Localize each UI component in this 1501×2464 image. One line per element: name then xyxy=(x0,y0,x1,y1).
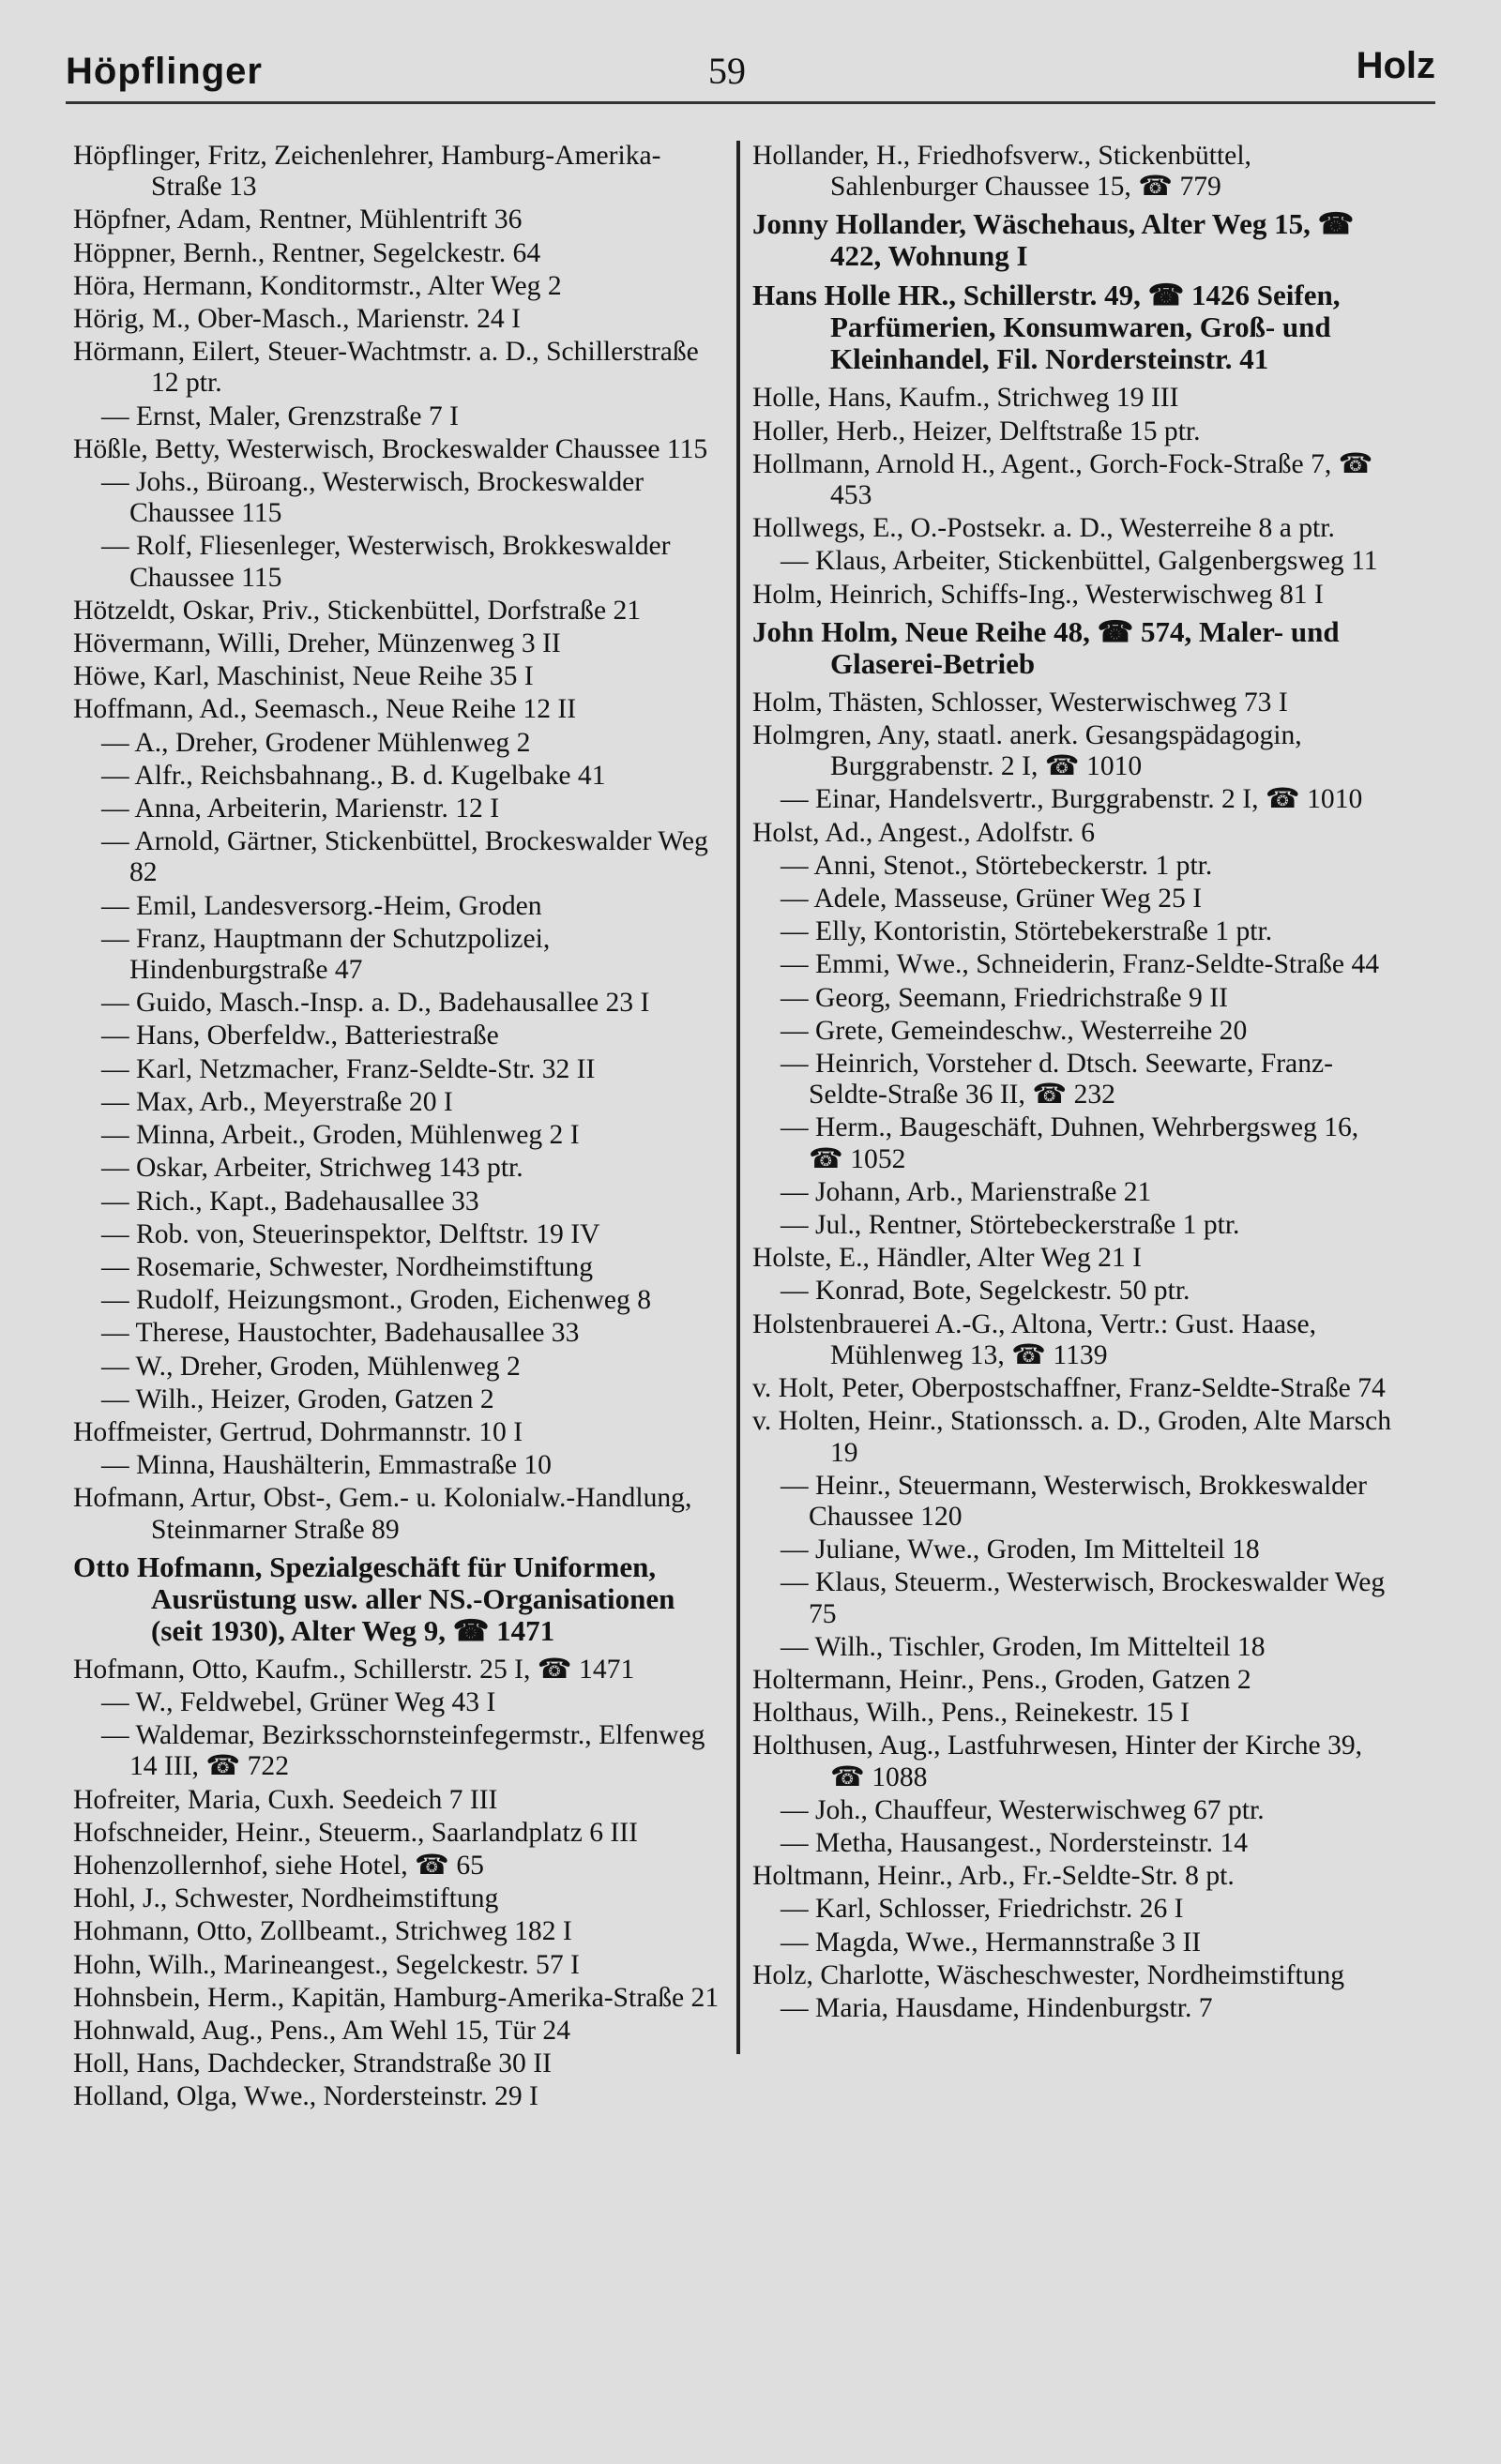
directory-entry: Holthaus, Wilh., Pens., Reinekestr. 15 I xyxy=(752,1698,1190,1729)
directory-entry: — Rich., Kapt., Badehausallee 33 xyxy=(73,1187,720,1217)
directory-entry: Hofmann, Otto, Kaufm., Schillerstr. 25 I, ☎ 1471 xyxy=(73,1654,635,1685)
directory-entry: Holstenbrauerei A.-G., Altona, Vertr.: Gust. Haase, Mühlenweg 13, ☎ 1139 xyxy=(752,1308,1317,1370)
directory-entry: Hoffmeister, Gertrud, Dohrmannstr. 10 I xyxy=(73,1416,523,1447)
directory-entry: Holm, Heinrich, Schiffs-Ing., Westerwischweg 81 I xyxy=(752,579,1324,610)
right-column xyxy=(752,141,1400,2026)
directory-entry: — Johs., Büroang., Westerwisch, Brockeswalder Chaussee 115 xyxy=(73,467,720,529)
directory-entry: Holm, Thästen, Schlosser, Westerwischweg 73 I xyxy=(752,687,1288,718)
directory-entry: — Waldemar, Bezirksschornsteinfegermstr., Elfenweg 14 III, ☎ 722 xyxy=(73,1720,720,1782)
page-header xyxy=(66,36,1435,104)
directory-entry: — Oskar, Arbeiter, Strichweg 143 ptr. xyxy=(73,1153,720,1184)
directory-entry: Holtmann, Heinr., Arb., Fr.-Seldte-Str. 8 pt. xyxy=(752,1861,1235,1892)
directory-entry: — Karl, Netzmacher, Franz-Seldte-Str. 32 II xyxy=(73,1054,720,1085)
directory-entry: — Johann, Arb., Marienstraße 21 xyxy=(752,1177,1400,1208)
directory-entry: — Herm., Baugeschäft, Duhnen, Wehrbergsweg 16, ☎ 1052 xyxy=(752,1112,1400,1174)
directory-entry: — Rosemarie, Schwester, Nordheimstiftung xyxy=(73,1252,720,1283)
directory-entry: Holz, Charlotte, Wäscheschwester, Nordheimstiftung xyxy=(752,1959,1345,1990)
directory-entry: — Einar, Handelsvertr., Burggrabenstr. 2 I, ☎ 1010 xyxy=(752,784,1400,815)
directory-entry: — Klaus, Arbeiter, Stickenbüttel, Galgenbergsweg 11 xyxy=(752,546,1400,577)
directory-entry: v. Holten, Heinr., Stationssch. a. D., Groden, Alte Marsch 19 xyxy=(752,1406,1392,1468)
directory-entry: v. Holt, Peter, Oberpostschaffner, Franz-Seldte-Straße 74 xyxy=(752,1373,1386,1404)
directory-entry: Hohenzollernhof, siehe Hotel, ☎ 65 xyxy=(73,1850,484,1881)
directory-entry: — W., Feldwebel, Grüner Weg 43 I xyxy=(73,1687,720,1718)
directory-entry: — Minna, Arbeit., Groden, Mühlenweg 2 I xyxy=(73,1120,720,1151)
directory-entry: — Juliane, Wwe., Groden, Im Mittelteil 18 xyxy=(752,1534,1400,1565)
directory-entry: Holtermann, Heinr., Pens., Groden, Gatzen 2 xyxy=(752,1664,1251,1695)
directory-entry: Holler, Herb., Heizer, Delftstraße 15 ptr. xyxy=(752,416,1201,446)
directory-entry: Hoffmann, Ad., Seemasch., Neue Reihe 12 II xyxy=(73,694,577,725)
directory-entry: Hohn, Wilh., Marineangest., Segelckestr. 57 I xyxy=(73,1949,580,1980)
directory-entry: — Ernst, Maler, Grenzstraße 7 I xyxy=(73,401,720,432)
directory-entry: Hörmann, Eilert, Steuer-Wachtmstr. a. D., Schillerstraße 12 ptr. xyxy=(73,337,699,399)
directory-entry: Hofmann, Artur, Obst-, Gem.- u. Kolonialw.-Handlung, Steinmarner Straße 89 xyxy=(73,1483,692,1545)
header-first-entry: Höpflinger xyxy=(66,51,263,92)
directory-advertisement: Jonny Hollander, Wäschehaus, Alter Weg 15, ☎ 422, Wohnung I xyxy=(752,207,1355,273)
directory-entry: Hövermann, Willi, Dreher, Münzenweg 3 II xyxy=(73,628,561,659)
left-column xyxy=(73,141,720,2115)
directory-entry: Hohnwald, Aug., Pens., Am Wehl 15, Tür 24 xyxy=(73,2015,571,2046)
directory-advertisement: Hans Holle HR., Schillerstr. 49, ☎ 1426 Seifen, Parfümerien, Konsumwaren, Groß- und Kleinhandel, Fil. Nordersteinstr. 41 xyxy=(752,279,1341,376)
directory-entry: — Emmi, Wwe., Schneiderin, Franz-Seldte-Straße 44 xyxy=(752,949,1400,980)
directory-entry: — Karl, Schlosser, Friedrichstr. 26 I xyxy=(752,1894,1400,1925)
directory-entry: — W., Dreher, Groden, Mühlenweg 2 xyxy=(73,1352,720,1383)
directory-entry: — Heinr., Steuermann, Westerwisch, Brokkeswalder Chaussee 120 xyxy=(752,1471,1400,1533)
directory-entry: Holland, Olga, Wwe., Nordersteinstr. 29 I xyxy=(73,2081,538,2112)
directory-entry: Hofreiter, Maria, Cuxh. Seedeich 7 III xyxy=(73,1784,498,1815)
directory-entry: — Minna, Haushälterin, Emmastraße 10 xyxy=(73,1450,720,1481)
directory-entry: — Klaus, Steuerm., Westerwisch, Brockeswalder Weg 75 xyxy=(752,1567,1400,1629)
column-divider xyxy=(736,141,740,2054)
directory-entry: Holl, Hans, Dachdecker, Strandstraße 30 II xyxy=(73,2048,552,2079)
directory-entry: Hohmann, Otto, Zollbeamt., Strichweg 182 I xyxy=(73,1916,572,1947)
directory-entry: Holste, E., Händler, Alter Weg 21 I xyxy=(752,1243,1143,1274)
directory-advertisement: Otto Hofmann, Spezialgeschäft für Uniformen, Ausrüstung usw. aller NS.-Organisationen (seit 1930), Alter Weg 9, ☎ 1471 xyxy=(73,1549,675,1647)
directory-entry: Höpfner, Adam, Rentner, Mühlentrift 36 xyxy=(73,204,523,235)
directory-entry: Hörig, M., Ober-Masch., Marienstr. 24 I xyxy=(73,304,521,335)
directory-entry: — Joh., Chauffeur, Westerwischweg 67 ptr. xyxy=(752,1795,1400,1826)
directory-entry: Hötzeldt, Oskar, Priv., Stickenbüttel, Dorfstraße 21 xyxy=(73,595,642,626)
directory-entry: — Arnold, Gärtner, Stickenbüttel, Brockeswalder Weg 82 xyxy=(73,826,720,888)
directory-entry: — A., Dreher, Grodener Mühlenweg 2 xyxy=(73,728,720,759)
directory-entry: — Therese, Haustochter, Badehausallee 33 xyxy=(73,1318,720,1349)
page-number: 59 xyxy=(708,50,746,92)
directory-entry: — Wilh., Heizer, Groden, Gatzen 2 xyxy=(73,1384,720,1415)
directory-entry: — Magda, Wwe., Hermannstraße 3 II xyxy=(752,1927,1400,1958)
directory-entry: Hohnsbein, Herm., Kapitän, Hamburg-Amerika-Straße 21 xyxy=(73,1982,720,2013)
directory-entry: Hößle, Betty, Westerwisch, Brockeswalder Chaussee 115 xyxy=(73,433,708,464)
directory-entry: Hohl, J., Schwester, Nordheimstiftung xyxy=(73,1883,499,1914)
directory-entry: Hollmann, Arnold H., Agent., Gorch-Fock-Straße 7, ☎ 453 xyxy=(752,448,1373,511)
directory-entry: Hofschneider, Heinr., Steuerm., Saarlandplatz 6 III xyxy=(73,1817,638,1848)
header-last-entry: Holz xyxy=(1356,45,1435,86)
directory-entry: Holst, Ad., Angest., Adolfstr. 6 xyxy=(752,817,1096,848)
directory-entry: Holthusen, Aug., Lastfuhrwesen, Hinter der Kirche 39, ☎ 1088 xyxy=(752,1731,1363,1792)
directory-entry: — Anna, Arbeiterin, Marienstr. 12 I xyxy=(73,794,720,824)
directory-entry: — Anni, Stenot., Störtebeckerstr. 1 ptr. xyxy=(752,851,1400,882)
directory-entry: — Jul., Rentner, Störtebeckerstraße 1 ptr. xyxy=(752,1210,1400,1241)
directory-entry: — Guido, Masch.-Insp. a. D., Badehausallee 23 I xyxy=(73,988,720,1019)
directory-entry: Höpflinger, Fritz, Zeichenlehrer, Hamburg-Amerika-Straße 13 xyxy=(73,141,661,203)
directory-entry: — Rob. von, Steuerinspektor, Delftstr. 19 IV xyxy=(73,1219,720,1250)
directory-entry: — Metha, Hausangest., Nordersteinstr. 14 xyxy=(752,1828,1400,1859)
directory-entry: — Adele, Masseuse, Grüner Weg 25 I xyxy=(752,884,1400,915)
directory-entry: Holle, Hans, Kaufm., Strichweg 19 III xyxy=(752,383,1179,414)
directory-entry: Hollwegs, E., O.-Postsekr. a. D., Westerreihe 8 a ptr. xyxy=(752,513,1335,544)
directory-entry: — Max, Arb., Meyerstraße 20 I xyxy=(73,1087,720,1118)
directory-entry: — Elly, Kontoristin, Störtebekerstraße 1 ptr. xyxy=(752,916,1400,947)
directory-entry: Höwe, Karl, Maschinist, Neue Reihe 35 I xyxy=(73,661,534,692)
directory-entry: — Maria, Hausdame, Hindenburgstr. 7 xyxy=(752,1993,1400,2024)
directory-entry: Holmgren, Any, staatl. anerk. Gesangspädagogin, Burggrabenstr. 2 I, ☎ 1010 xyxy=(752,720,1302,782)
directory-entry: — Rolf, Fliesenleger, Westerwisch, Brokkeswalder Chaussee 115 xyxy=(73,531,720,593)
directory-entry: — Emil, Landesversorg.-Heim, Groden xyxy=(73,891,720,922)
directory-entry: — Alfr., Reichsbahnang., B. d. Kugelbake 41 xyxy=(73,761,720,792)
directory-entry: — Heinrich, Vorsteher d. Dtsch. Seewarte, Franz-Seldte-Straße 36 II, ☎ 232 xyxy=(752,1049,1400,1111)
directory-entry: — Grete, Gemeindeschw., Westerreihe 20 xyxy=(752,1016,1400,1047)
directory-entry: — Wilh., Tischler, Groden, Im Mittelteil 18 xyxy=(752,1632,1400,1663)
directory-entry: — Rudolf, Heizungsmont., Groden, Eichenweg 8 xyxy=(73,1285,720,1316)
directory-entry: Höra, Hermann, Konditormstr., Alter Weg 2 xyxy=(73,270,562,301)
directory-entry: — Georg, Seemann, Friedrichstraße 9 II xyxy=(752,983,1400,1014)
directory-entry: — Konrad, Bote, Segelckestr. 50 ptr. xyxy=(752,1276,1400,1307)
directory-advertisement: John Holm, Neue Reihe 48, ☎ 574, Maler- und Glaserei-Betrieb xyxy=(752,614,1340,680)
directory-entry: — Franz, Hauptmann der Schutzpolizei, Hindenburgstraße 47 xyxy=(73,924,720,986)
directory-entry: Höppner, Bernh., Rentner, Segelckestr. 64 xyxy=(73,237,541,268)
directory-entry: — Hans, Oberfeldw., Batteriestraße xyxy=(73,1020,720,1051)
directory-entry: Hollander, H., Friedhofsverw., Stickenbüttel, Sahlenburger Chaussee 15, ☎ 779 xyxy=(752,141,1251,203)
